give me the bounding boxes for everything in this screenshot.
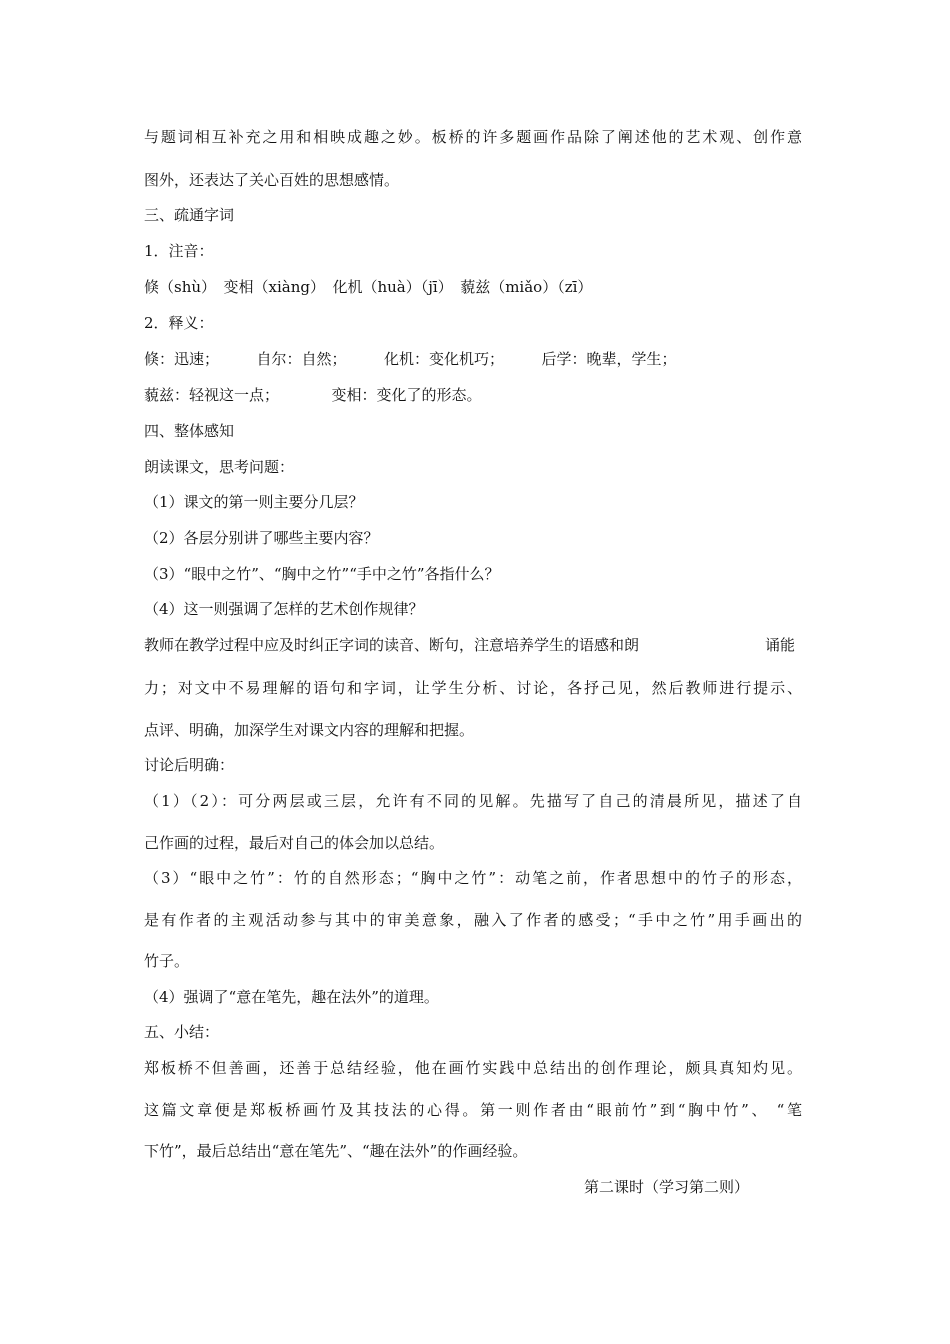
section-heading: 三、疏通字词 — [144, 206, 235, 224]
subheading: 2．释义： — [144, 314, 214, 332]
section-heading: 四、整体感知 — [144, 422, 235, 440]
paragraph-line: 是有作者的主观活动参与其中的审美意象，融入了作者的感受；“手中之竹”用手画出的 — [144, 911, 802, 929]
question-item: （3）“眼中之竹”、“胸中之竹”“手中之竹”各指什么？ — [144, 565, 500, 583]
paragraph-line: 讨论后明确： — [144, 756, 235, 774]
question-item: （2）各层分别讲了哪些主要内容？ — [144, 529, 379, 547]
lesson-heading: 第二课时（学习第二则） — [584, 1178, 750, 1196]
paragraph-line: （4）强调了“意在笔先，趣在法外”的道理。 — [144, 988, 439, 1006]
paragraph-fragment: 诵能 — [765, 636, 796, 654]
paragraph-line: 己作画的过程，最后对自己的体会加以总结。 — [144, 834, 445, 852]
paragraph-line: 竹子。 — [144, 952, 190, 970]
paragraph-line: 郑板桥不但善画，还善于总结经验，他在画竹实践中总结出的创作理论，颇具真知灼见。 — [144, 1059, 802, 1077]
section-heading: 五、小结： — [144, 1023, 220, 1041]
paragraph-line: 这篇文章便是郑板桥画竹及其技法的心得。第一则作者由“眼前竹”到“胸中竹”、 “笔 — [144, 1101, 802, 1119]
paragraph-line: 点评、明确，加深学生对课文内容的理解和把握。 — [144, 721, 475, 739]
paragraph-line: 图外，还表达了关心百姓的思想感情。 — [144, 171, 400, 189]
paragraph-line: 教师在教学过程中应及时纠正字词的读音、断句，注意培养学生的语感和朗 — [144, 636, 640, 654]
paragraph-line: （1）（2）：可分两层或三层，允许有不同的见解。先描写了自己的清晨所见，描述了自 — [144, 792, 802, 810]
paragraph-line: （3）“眼中之竹”：竹的自然形态；“胸中之竹”：动笔之前，作者思想中的竹子的形态， — [144, 869, 802, 887]
definition-line: 藐兹：轻视这一点； 变相：变化了的形态。 — [144, 386, 482, 404]
subheading: 1．注音： — [144, 242, 214, 260]
paragraph-line: 力；对文中不易理解的语句和字词，让学生分析、讨论，各抒己见，然后教师进行提示、 — [144, 679, 802, 697]
definition-line: 倏：迅速； 自尔：自然； 化机：变化机巧； 后学：晚辈，学生； — [144, 350, 677, 368]
paragraph-line: 下竹”，最后总结出“意在笔先”、“趣在法外”的作画经验。 — [144, 1142, 528, 1160]
paragraph-line: 朗读课文，思考问题： — [144, 458, 295, 476]
question-item: （1）课文的第一则主要分几层？ — [144, 493, 364, 511]
question-item: （4）这一则强调了怎样的艺术创作规律？ — [144, 600, 424, 618]
paragraph-line: 与题词相互补充之用和相映成趣之妙。板桥的许多题画作品除了阐述他的艺术观、创作意 — [144, 128, 802, 146]
pinyin-line: 倏（shù） 变相（xiàng） 化机（huà）（jī） 藐兹（miǎo）（zī） — [144, 278, 593, 296]
